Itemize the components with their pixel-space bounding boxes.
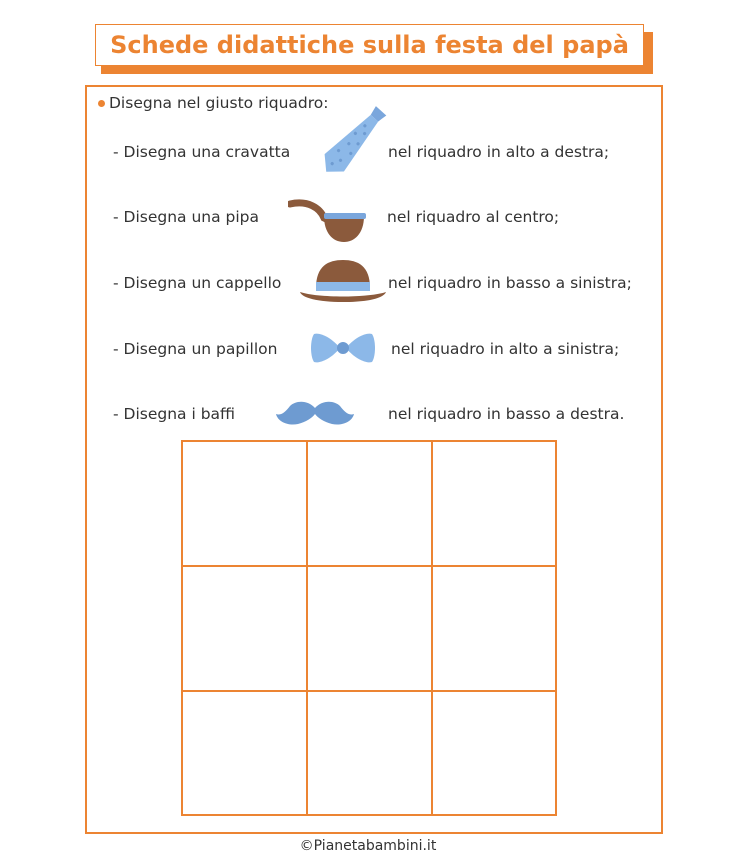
bullet-dot-icon	[98, 100, 105, 107]
grid-cell-top-right[interactable]	[433, 442, 553, 562]
hat-icon	[298, 258, 388, 304]
drawing-grid	[181, 440, 557, 816]
instruction-tie-right: nel riquadro in alto a destra;	[388, 143, 610, 161]
instruction-tie-left: - Disegna una cravatta	[113, 143, 291, 161]
instruction-mustache-right: nel riquadro in basso a destra.	[388, 405, 625, 423]
grid-line	[181, 565, 557, 567]
mustache-icon	[274, 398, 356, 428]
intro-text: Disegna nel giusto riquadro:	[109, 94, 329, 112]
grid-line	[181, 814, 557, 816]
grid-cell-center[interactable]	[308, 567, 428, 687]
page-title: Schede didattiche sulla festa del papà	[95, 24, 644, 66]
instruction-hat-left: - Disegna un cappello	[113, 274, 282, 292]
grid-cell-top-left[interactable]	[183, 442, 303, 562]
grid-cell-bottom-center[interactable]	[308, 692, 428, 812]
grid-line	[181, 440, 183, 816]
instruction-pipe-left: - Disegna una pipa	[113, 208, 260, 226]
instruction-mustache-left: - Disegna i baffi	[113, 405, 236, 423]
instruction-bowtie-right: nel riquadro in alto a sinistra;	[391, 340, 620, 358]
instruction-bowtie-left: - Disegna un papillon	[113, 340, 278, 358]
grid-cell-middle-right[interactable]	[433, 567, 553, 687]
grid-line	[431, 440, 433, 816]
grid-cell-bottom-right[interactable]	[433, 692, 553, 812]
grid-line	[181, 440, 557, 442]
bow-tie-icon	[310, 330, 376, 366]
title-banner	[95, 24, 653, 74]
intro-line	[98, 94, 328, 112]
instruction-pipe-right: nel riquadro al centro;	[387, 208, 560, 226]
grid-cell-bottom-left[interactable]	[183, 692, 303, 812]
grid-cell-top-center[interactable]	[308, 442, 428, 562]
grid-cell-middle-left[interactable]	[183, 567, 303, 687]
grid-line	[181, 690, 557, 692]
tie-icon	[318, 100, 388, 184]
grid-line	[555, 440, 557, 816]
grid-line	[306, 440, 308, 816]
pipe-icon	[288, 198, 372, 244]
copyright-footer: ©Pianetabambini.it	[299, 838, 437, 854]
instruction-hat-right: nel riquadro in basso a sinistra;	[388, 274, 632, 292]
